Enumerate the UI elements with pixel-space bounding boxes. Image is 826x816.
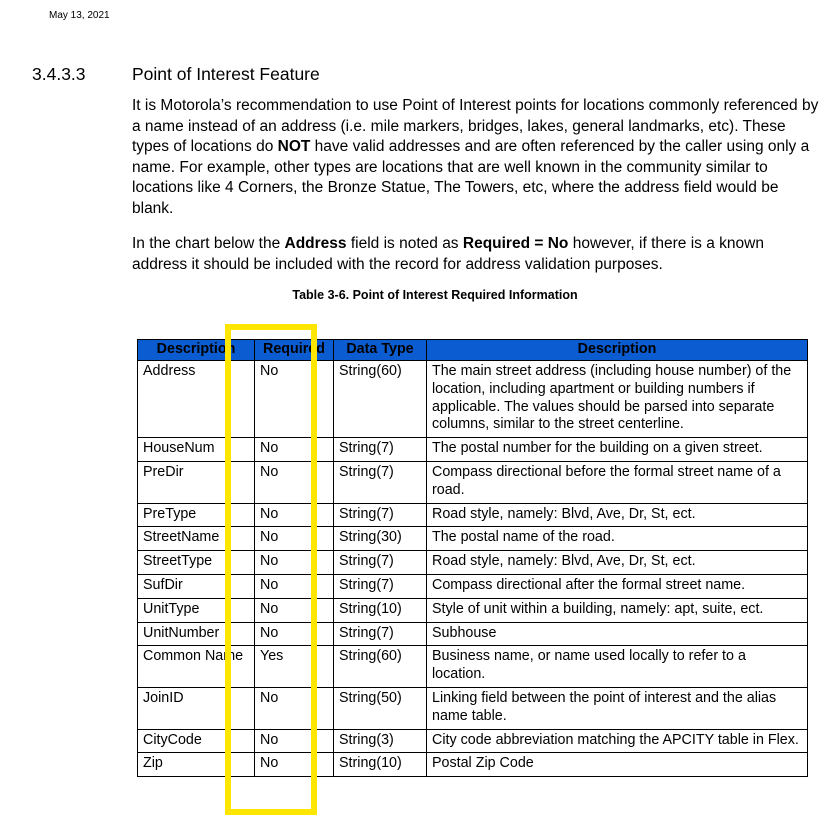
data-type-cell: String(50) [334,687,427,729]
data-type-cell: String(10) [334,753,427,777]
intro-text-a: It is Motorola’s recommendation to use Point of Interest points for locations commonly referenced by a name instead of an address (i.e. mile markers, bridges, lakes, general landmarks, etc). These types of locations do [132,97,819,156]
required-cell: No [255,438,334,462]
field-name-cell: JoinID [138,687,255,729]
poi-required-info-table [137,339,808,777]
paragraph-intro [132,96,822,220]
table-caption: Table 3-6. Point of Interest Required Information [292,288,578,302]
field-name-cell: Zip [138,753,255,777]
data-type-cell: String(60) [334,646,427,688]
table-row [138,687,808,729]
table-row [138,574,808,598]
required-cell: No [255,753,334,777]
table-row [138,729,808,753]
description-cell: The postal name of the road. [427,527,808,551]
note-text-c: however, if there is a known address it should be included with the record for address validation purposes. [132,235,764,273]
section-title: Point of Interest Feature [132,64,320,84]
description-cell: Linking field between the point of interest and the alias name table. [427,687,808,729]
required-cell: No [255,687,334,729]
field-name-cell: HouseNum [138,438,255,462]
table-row [138,503,808,527]
field-name-cell: UnitType [138,598,255,622]
field-name-cell: Address [138,361,255,438]
field-name-cell: Common Name [138,646,255,688]
required-cell: No [255,729,334,753]
field-name-cell: StreetType [138,551,255,575]
description-cell: Compass directional before the formal street name of a road. [427,461,808,503]
data-type-cell: String(7) [334,438,427,462]
table-row [138,646,808,688]
required-cell: No [255,503,334,527]
required-cell: No [255,461,334,503]
intro-text-b: have valid addresses and are often referenced by the caller using only a name. For example, other types are locations that are well known in the community similar to locations like 4 Corners, the Bronze Statue, The Towers, etc, where the address field would be blank. [132,138,810,217]
data-type-cell: String(7) [334,461,427,503]
required-cell: No [255,622,334,646]
description-cell: Business name, or name used locally to refer to a location. [427,646,808,688]
note-text-b: field is noted as [346,235,463,252]
table-row [138,622,808,646]
data-type-cell: String(30) [334,527,427,551]
field-name-cell: UnitNumber [138,622,255,646]
table-row [138,551,808,575]
section-number: 3.4.3.3 [32,64,86,84]
document-date: May 13, 2021 [49,10,110,21]
data-type-cell: String(60) [334,361,427,438]
note-bold-address: Address [284,235,347,252]
required-cell: No [255,527,334,551]
col-header-description: Description [138,340,255,361]
description-cell: Postal Zip Code [427,753,808,777]
data-type-cell: String(7) [334,551,427,575]
note-text-a: In the chart below the [132,235,285,252]
table-row [138,527,808,551]
required-cell: No [255,598,334,622]
paragraph-address-note [132,234,822,275]
description-cell: Road style, namely: Blvd, Ave, Dr, St, ect. [427,551,808,575]
intro-bold-not: NOT [277,138,311,156]
table-row [138,438,808,462]
required-cell: No [255,574,334,598]
col-header-data-type: Data Type [334,340,427,361]
description-cell: Compass directional after the formal street name. [427,574,808,598]
table-row [138,361,808,438]
required-cell: No [255,361,334,438]
table-header-row [138,340,808,361]
field-name-cell: CityCode [138,729,255,753]
description-cell: The main street address (including house number) of the location, including apartment or building numbers if applicable. The values should be parsed into separate columns, similar to the street centerline. [427,361,808,438]
description-cell: Road style, namely: Blvd, Ave, Dr, St, ect. [427,503,808,527]
description-cell: City code abbreviation matching the APCITY table in Flex. [427,729,808,753]
table-row [138,753,808,777]
table-row [138,598,808,622]
note-bold-required: Required = No [462,235,569,252]
data-type-cell: String(7) [334,574,427,598]
required-cell: No [255,551,334,575]
data-type-cell: String(7) [334,503,427,527]
required-cell: Yes [255,646,334,688]
col-header-required: Required [255,340,334,361]
field-name-cell: SufDir [138,574,255,598]
data-type-cell: String(7) [334,622,427,646]
field-name-cell: PreType [138,503,255,527]
table-body [138,361,808,777]
col-header-field-description: Description [427,340,808,361]
data-type-cell: String(10) [334,598,427,622]
data-type-cell: String(3) [334,729,427,753]
field-name-cell: StreetName [138,527,255,551]
field-name-cell: PreDir [138,461,255,503]
description-cell: The postal number for the building on a given street. [427,438,808,462]
description-cell: Style of unit within a building, namely: apt, suite, ect. [427,598,808,622]
table-row [138,461,808,503]
description-cell: Subhouse [427,622,808,646]
